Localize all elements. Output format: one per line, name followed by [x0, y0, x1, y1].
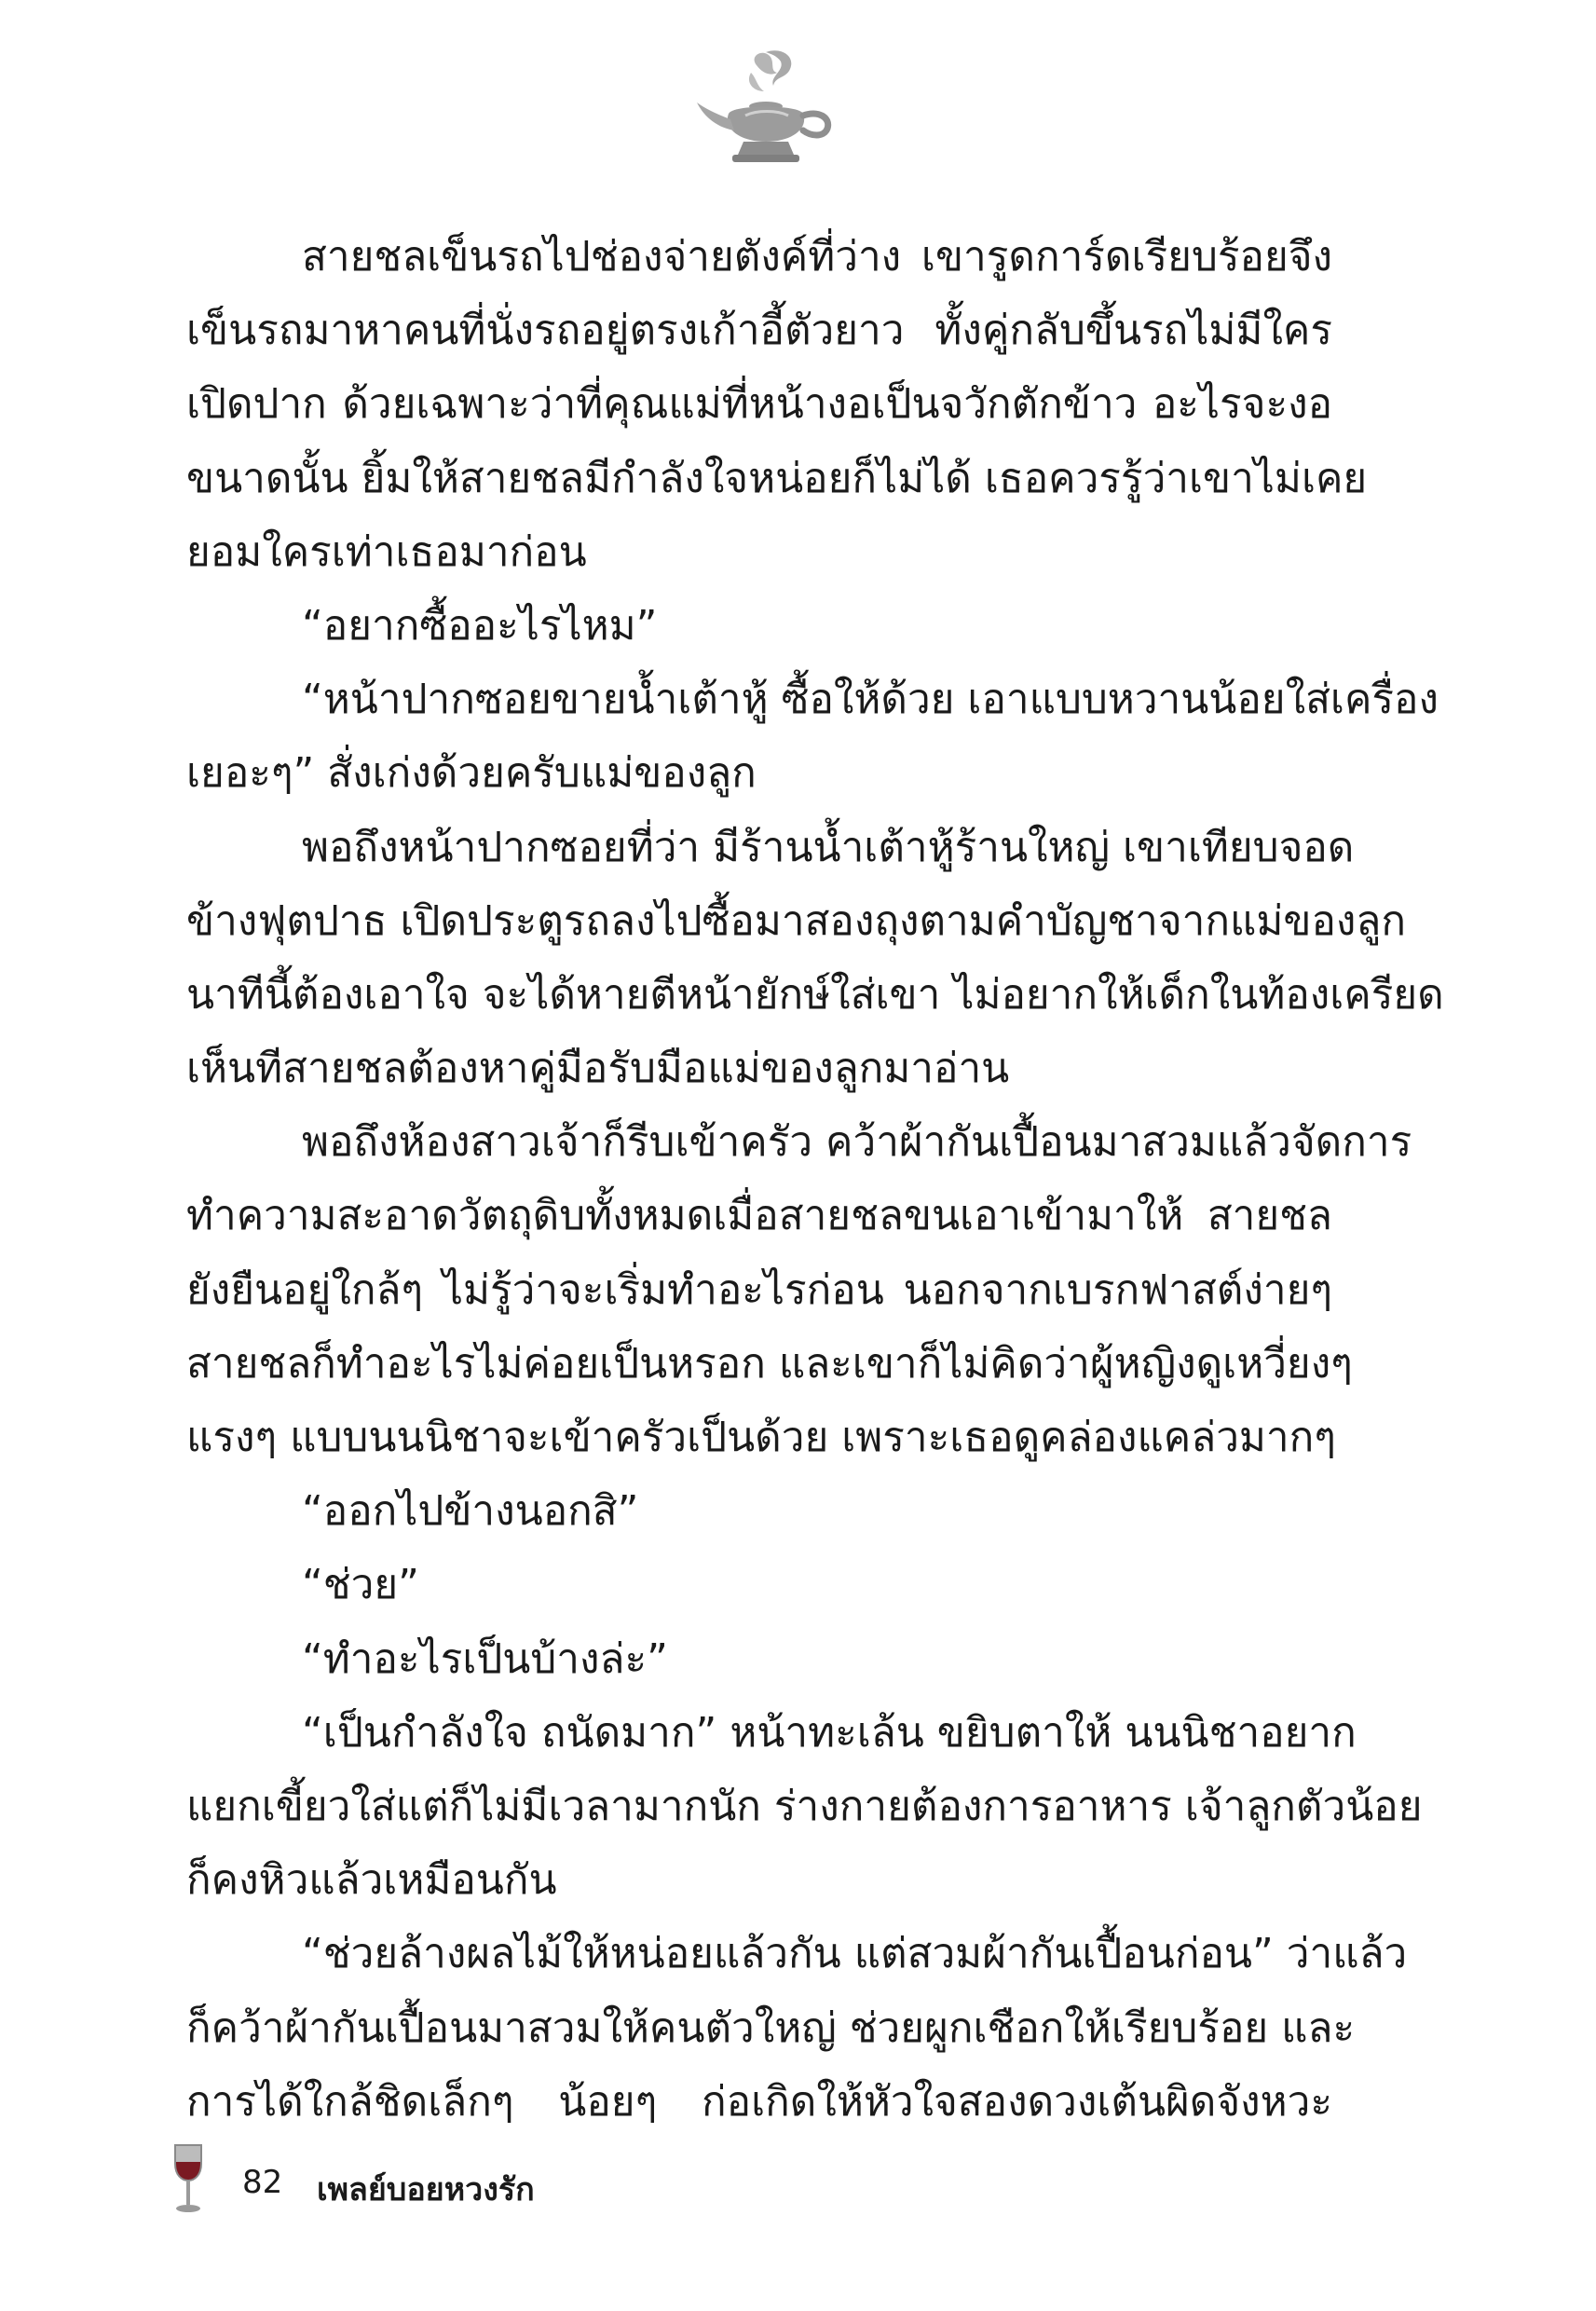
page-footer	[170, 2143, 1101, 2218]
text-line: สายชลก็ทำอะไรไม่ค่อยเป็นหรอก และเขาก็ไม่คิดว่าผู้หญิงดูเหวี่ยงๆ	[186, 1339, 1353, 1388]
body-text	[186, 220, 1444, 2139]
text-line: เห็นทีสายชลต้องหาคู่มือรับมือแม่ของลูกมาอ่าน	[186, 1045, 1010, 1093]
text-line: แยกเขี้ยวใส่แต่ก็ไม่มีเวลามากนัก ร่างกายต้องการอาหาร เจ้าลูกตัวน้อย	[186, 1782, 1423, 1830]
dialogue-line: “หน้าปากซอยขายน้ำเต้าหู้ ซื้อให้ด้วย เอาแบบหวานน้อยใส่เครื่อง	[302, 676, 1439, 724]
text-line: ยังยืนอยู่ใกล้ๆ ไม่รู้ว่าจะเริ่มทำอะไรก่อน นอกจากเบรกฟาสต์ง่ายๆ	[186, 1265, 1332, 1314]
genie-lamp-icon	[691, 48, 840, 170]
dialogue-line: “อยากซื้ออะไรไหม”	[302, 601, 658, 650]
page-number: 82	[242, 2164, 283, 2201]
text-line: การได้ใกล้ชิดเล็กๆ น้อยๆ ก่อเกิดให้หัวใจสองดวงเต้นผิดจังหวะ	[186, 2077, 1332, 2126]
dialogue-line: “ช่วยล้างผลไม้ให้หน่อยแล้วกัน แต่สวมผ้ากันเปื้อนก่อน” ว่าแล้ว	[302, 1930, 1408, 1978]
book-title: เพลย์บอยหวงรัก	[317, 2171, 535, 2208]
text-line: ยอมใครเท่าเธอมาก่อน	[186, 527, 587, 576]
text-line: เยอะๆ” สั่งเก่งด้วยครับแม่ของลูก	[186, 749, 757, 798]
text-line: ข้างฟุตปาธ เปิดประตูรถลงไปซื้อมาสองถุงตามคำบัญชาจากแม่ของลูก	[186, 896, 1406, 945]
text-line: พอถึงห้องสาวเจ้าก็รีบเข้าครัว คว้าผ้ากันเปื้อนมาสวมแล้วจัดการ	[302, 1118, 1412, 1167]
text-line: ก็คงหิวแล้วเหมือนกัน	[186, 1856, 557, 1905]
text-line: พอถึงหน้าปากซอยที่ว่า มีร้านน้ำเต้าหู้ร้านใหญ่ เขาเทียบจอด	[302, 823, 1355, 871]
text-line: เปิดปาก ด้วยเฉพาะว่าที่คุณแม่ที่หน้างอเป็นจวักตักข้าว อะไรจะงอ	[186, 380, 1332, 429]
dialogue-line: “ช่วย”	[302, 1561, 419, 1609]
wine-glass-icon	[170, 2143, 207, 2214]
text-line: แรงๆ แบบนนนิชาจะเข้าครัวเป็นด้วย เพราะเธอดูคล่องแคล่วมากๆ	[186, 1414, 1336, 1461]
dialogue-line: “เป็นกำลังใจ ถนัดมาก” หน้าทะเล้น ขยิบตาให้ นนนิชาอยาก	[302, 1708, 1357, 1757]
dialogue-line: “ทำอะไรเป็นบ้างล่ะ”	[302, 1634, 668, 1683]
text-line: ขนาดนั้น ยิ้มให้สายชลมีกำลังใจหน่อยก็ไม่ได้ เธอควรรู้ว่าเขาไม่เคย	[186, 454, 1368, 502]
dialogue-line: “ออกไปข้างนอกสิ”	[302, 1487, 639, 1536]
text-line: ก็คว้าผ้ากันเปื้อนมาสวมให้คนตัวใหญ่ ช่วยผูกเชือกให้เรียบร้อย และ	[186, 2003, 1356, 2052]
text-line: สายชลเข็นรถไปช่องจ่ายตังค์ที่ว่าง เขารูดการ์ดเรียบร้อยจึง	[302, 233, 1332, 280]
text-line: นาทีนี้ต้องเอาใจ จะได้หายตีหน้ายักษ์ใส่เขา ไม่อยากให้เด็กในท้องเครียด	[186, 970, 1444, 1019]
text-line: เข็นรถมาหาคนที่นั่งรถอยู่ตรงเก้าอี้ตัวยาว ทั้งคู่กลับขึ้นรถไม่มีใคร	[186, 307, 1332, 355]
text-line: ทำความสะอาดวัตถุดิบทั้งหมดเมื่อสายชลขนเอาเข้ามาให้ สายชล	[186, 1192, 1332, 1240]
